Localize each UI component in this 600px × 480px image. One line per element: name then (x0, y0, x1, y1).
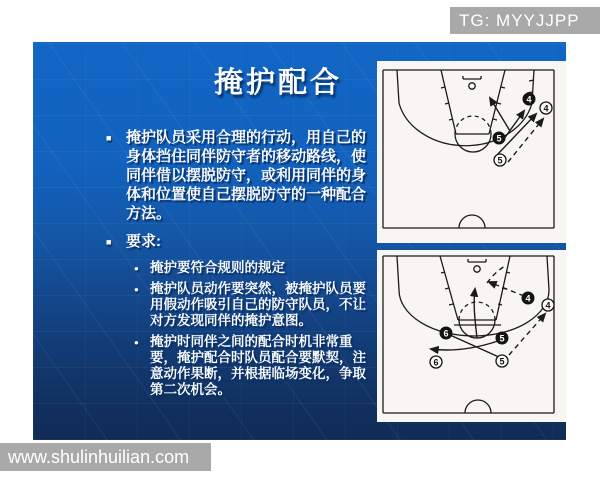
svg-text:4: 4 (545, 300, 551, 311)
bullet-square-icon: ■ (106, 237, 112, 247)
svg-text:5: 5 (499, 356, 505, 367)
movement-arrows (490, 98, 543, 162)
court-lines (383, 256, 554, 413)
player-defense-4 (540, 102, 552, 114)
players (493, 93, 552, 166)
bullet-square-icon: ■ (106, 133, 112, 143)
player-offense-4 (522, 292, 534, 304)
slide-title: 掩护配合 (213, 67, 342, 99)
bullet-dot-icon: ● (134, 338, 139, 347)
player-offense-6 (440, 327, 452, 339)
player-offense-5 (493, 132, 505, 144)
sub-bullet-row (134, 334, 378, 398)
player-defense-4 (542, 299, 554, 311)
svg-text:5: 5 (497, 155, 503, 166)
svg-text:4: 4 (526, 94, 532, 105)
court-diagram-2 (377, 250, 566, 422)
sub-bullet-text: 掩护队员动作要突然，被掩护队员要用假动作吸引自己的防守队员，不让对方发现同伴的掩护意图。 (150, 281, 366, 328)
slide-body-text (106, 128, 378, 403)
slide-background (33, 42, 566, 440)
player-defense-5 (494, 154, 506, 166)
svg-text:6: 6 (443, 328, 449, 339)
svg-text:4: 4 (543, 103, 549, 114)
sub-bullet-text: 掩护要符合规则的规定 (150, 260, 285, 275)
movement-arrows (431, 266, 545, 358)
svg-text:6: 6 (433, 357, 439, 368)
sub-bullet-row (134, 260, 378, 276)
player-offense-5 (496, 332, 508, 344)
site-watermark: www.shulinhuilian.com (0, 443, 211, 471)
court-diagram-1 (377, 61, 566, 243)
svg-text:5: 5 (499, 333, 505, 344)
bullet-row (106, 128, 378, 223)
telegram-watermark: TG: MYYJJPP (450, 7, 600, 34)
player-defense-6 (430, 356, 442, 368)
sub-bullet-row (134, 281, 378, 329)
svg-text:4: 4 (525, 293, 531, 304)
sub-bullet-text: 掩护时同伴之间的配合时机非常重要，掩护配合时队员配合要默契，注意动作果断，并根据临场变化，争取第二次机会。 (150, 334, 366, 397)
player-offense-4 (523, 93, 535, 105)
bullet-row (106, 232, 378, 251)
bullet-text: 掩护队员采用合理的行动，用自己的身体挡住同伴防守者的移动路线，使同伴借以摆脱防守，或利用同伴的身体和位置使自己摆脱防守的一种配合方法。 (126, 129, 367, 222)
bullet-text: 要求: (126, 233, 161, 250)
svg-text:5: 5 (496, 133, 502, 144)
bullet-dot-icon: ● (134, 285, 139, 294)
player-defense-5 (496, 355, 508, 367)
bullet-dot-icon: ● (134, 264, 139, 273)
